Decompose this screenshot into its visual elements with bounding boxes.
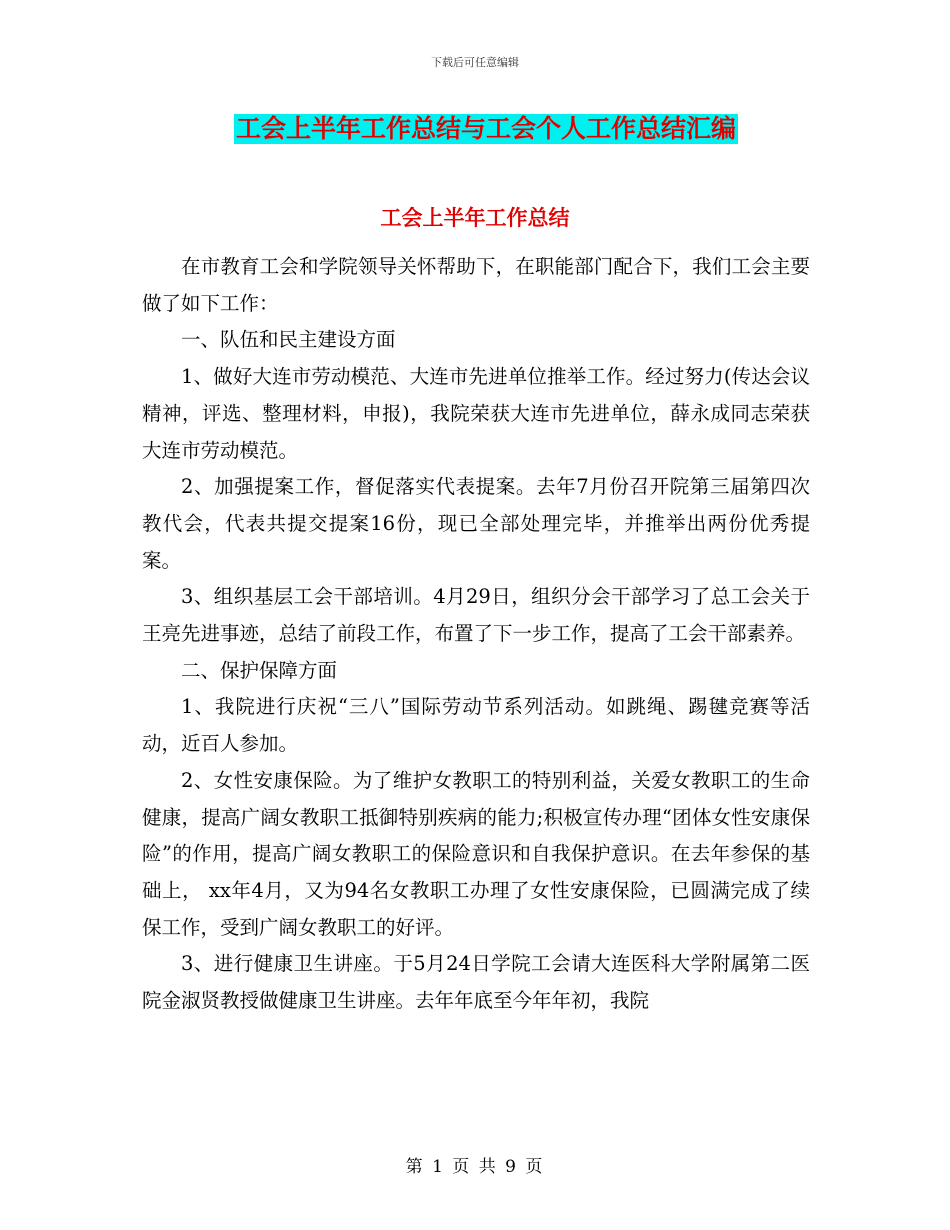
document-title: 工会上半年工作总结与工会个人工作总结汇编 bbox=[236, 114, 737, 143]
page-number-footer: 第 1 页 共 9 页 bbox=[405, 1157, 545, 1177]
document-body bbox=[142, 249, 810, 1020]
paragraph: 3、进行健康卫生讲座。于5月24日学院工会请大连医科大学附属第二医院金淑贤教授做健康卫生讲座。去年年底至今年年初，我院 bbox=[142, 952, 810, 1013]
paragraph: 一、队伍和民主建设方面 bbox=[181, 328, 396, 352]
header-note: 下载后可任意编辑 bbox=[431, 56, 519, 69]
paragraph: 3、组织基层工会干部培训。4月29日，组织分会干部学习了总工会关于王亮先进事迹，总结了前段工作，布置了下一步工作，提高了工会干部素养。 bbox=[142, 585, 810, 646]
paragraph: 在市教育工会和学院领导关怀帮助下，在职能部门配合下，我们工会主要做了如下工作： bbox=[142, 255, 810, 315]
document-title-highlight bbox=[234, 114, 738, 144]
paragraph: 1、做好大连市劳动模范、大连市先进单位推举工作。经过努力(传达会议精神，评选、整理材料，申报)，我院荣获大连市先进单位，薛永成同志荣获大连市劳动模范。 bbox=[142, 365, 810, 462]
paragraph: 2、女性安康保险。为了维护女教职工的特别利益，关爱女教职工的生命健康，提高广阔女教职工抵御特别疾病的能力;积极宣传办理“团体女性安康保险”的作用，提高广阔女教职工的保险意识和自我保护意识。在去年参保的基础上， xx年4月，又为94名女教职工办理了女性安康保险，已圆满完成了续保工作，受到广阔女教职工的好评。 bbox=[142, 768, 810, 939]
paragraph: 二、保护保障方面 bbox=[181, 658, 338, 682]
paragraph: 2、加强提案工作，督促落实代表提案。去年7月份召开院第三届第四次教代会，代表共提交提案16份，现已全部处理完毕，并推举出两份优秀提案。 bbox=[142, 475, 810, 572]
section-title: 工会上半年工作总结 bbox=[380, 206, 570, 230]
paragraph: 1、我院进行庆祝“三八”国际劳动节系列活动。如跳绳、踢毽竞赛等活动，近百人参加。 bbox=[142, 695, 810, 756]
